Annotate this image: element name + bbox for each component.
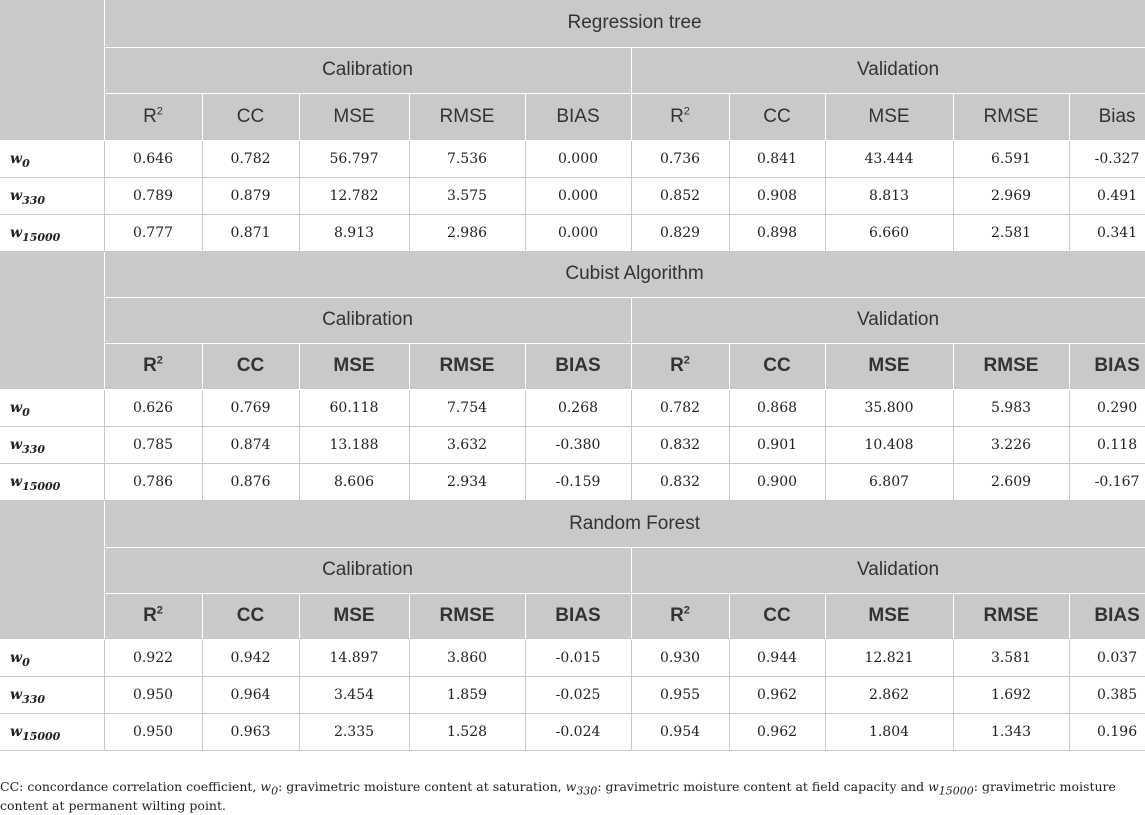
section-title-row — [0, 0, 1145, 47]
table-cell: 0.268 — [525, 389, 631, 426]
footnote-text-3: : gravimetric moisture content at field capacity and — [597, 779, 929, 794]
table-cell: 8.813 — [825, 177, 953, 214]
column-header-row — [0, 93, 1145, 140]
table-cell: 0.777 — [104, 214, 202, 251]
table-cell: 0.950 — [104, 676, 202, 713]
table-cell: 6.591 — [953, 140, 1069, 177]
table-row — [0, 426, 1145, 463]
column-header: BIAS — [525, 593, 631, 639]
table-cell: 0.955 — [631, 676, 729, 713]
table-cell: -0.159 — [525, 463, 631, 500]
table-cell: 2.969 — [953, 177, 1069, 214]
table-cell: 12.782 — [299, 177, 409, 214]
table-cell: 0.954 — [631, 713, 729, 750]
table-cell: 3.226 — [953, 426, 1069, 463]
table-cell: 0.000 — [525, 214, 631, 251]
row-label: $w_{330}$ — [0, 676, 104, 713]
table-cell: 7.754 — [409, 389, 525, 426]
table-cell: 0.874 — [202, 426, 299, 463]
table-cell: 1.859 — [409, 676, 525, 713]
column-header: BIAS — [525, 343, 631, 389]
section-title: Cubist Algorithm — [104, 251, 1145, 297]
table-cell: 0.841 — [729, 140, 825, 177]
column-header: CC — [729, 593, 825, 639]
table-cell: 0.832 — [631, 426, 729, 463]
table-cell: 0.118 — [1069, 426, 1145, 463]
table-cell: 0.950 — [104, 713, 202, 750]
column-header: $R^2$ — [631, 343, 729, 389]
section-title-row — [0, 251, 1145, 297]
footnote-text-2: : gravimetric moisture content at saturation, — [278, 779, 566, 794]
column-header: $R^2$ — [104, 93, 202, 140]
table-cell: 0.962 — [729, 713, 825, 750]
table-cell: 2.986 — [409, 214, 525, 251]
table-cell: 0.868 — [729, 389, 825, 426]
table-cell: 1.528 — [409, 713, 525, 750]
table-cell: 6.807 — [825, 463, 953, 500]
table-cell: 3.454 — [299, 676, 409, 713]
table-cell: 0.964 — [202, 676, 299, 713]
table-cell: 8.606 — [299, 463, 409, 500]
footnote-var-w330: $w_{330}$ — [565, 779, 598, 798]
column-header: CC — [202, 593, 299, 639]
group-header-row — [0, 297, 1145, 343]
row-label: $w_0$ — [0, 140, 104, 177]
table-cell: 0.963 — [202, 713, 299, 750]
table-cell: 0.922 — [104, 639, 202, 676]
table-row — [0, 177, 1145, 214]
table-cell: 0.769 — [202, 389, 299, 426]
table-cell: -0.015 — [525, 639, 631, 676]
column-header: MSE — [825, 343, 953, 389]
table-cell: 12.821 — [825, 639, 953, 676]
table-cell: 0.829 — [631, 214, 729, 251]
row-label: $w_0$ — [0, 389, 104, 426]
table-cell: 0.852 — [631, 177, 729, 214]
column-header: RMSE — [409, 593, 525, 639]
row-label: $w_{15000}$ — [0, 463, 104, 500]
table-cell: 8.913 — [299, 214, 409, 251]
table-cell: -0.024 — [525, 713, 631, 750]
table-cell: 2.934 — [409, 463, 525, 500]
column-header: CC — [202, 343, 299, 389]
table-cell: 0.898 — [729, 214, 825, 251]
table-cell: 1.804 — [825, 713, 953, 750]
table-cell: 3.860 — [409, 639, 525, 676]
footnote-text-1: CC: concordance correlation coefficient, — [0, 779, 261, 794]
section-title-row — [0, 500, 1145, 547]
table-cell: 0.832 — [631, 463, 729, 500]
table-cell: 0.785 — [104, 426, 202, 463]
table-cell: 2.335 — [299, 713, 409, 750]
table-cell: 0.646 — [104, 140, 202, 177]
column-header: $R^2$ — [104, 593, 202, 639]
group-validation: Validation — [631, 547, 1145, 593]
column-header: Bias — [1069, 93, 1145, 140]
footnote-var-w15000: $w_{15000}$ — [928, 779, 974, 798]
table-row — [0, 676, 1145, 713]
column-header: RMSE — [409, 93, 525, 140]
table-cell: 0.626 — [104, 389, 202, 426]
table-cell: 3.581 — [953, 639, 1069, 676]
table-cell: 0.930 — [631, 639, 729, 676]
table-cell: 0.000 — [525, 177, 631, 214]
column-header: BIAS — [525, 93, 631, 140]
column-header: $R^2$ — [631, 93, 729, 140]
table-cell: 3.575 — [409, 177, 525, 214]
column-header: MSE — [299, 343, 409, 389]
table-cell: 0.786 — [104, 463, 202, 500]
row-label: $w_{15000}$ — [0, 713, 104, 750]
table-cell: 6.660 — [825, 214, 953, 251]
table-row — [0, 214, 1145, 251]
column-header-row — [0, 593, 1145, 639]
group-validation: Validation — [631, 47, 1145, 93]
table-cell: 0.782 — [202, 140, 299, 177]
column-header: RMSE — [409, 343, 525, 389]
column-header: RMSE — [953, 593, 1069, 639]
table-cell: 0.900 — [729, 463, 825, 500]
table-cell: 43.444 — [825, 140, 953, 177]
table-cell: -0.025 — [525, 676, 631, 713]
column-header: MSE — [299, 593, 409, 639]
table-row — [0, 389, 1145, 426]
group-validation: Validation — [631, 297, 1145, 343]
table-row — [0, 140, 1145, 177]
table-cell: -0.327 — [1069, 140, 1145, 177]
column-header: CC — [202, 93, 299, 140]
column-header: CC — [729, 343, 825, 389]
column-header: CC — [729, 93, 825, 140]
table-cell: 10.408 — [825, 426, 953, 463]
footnote-var-w0: $w_0$ — [260, 779, 279, 798]
table-cell: 2.862 — [825, 676, 953, 713]
table-cell: 7.536 — [409, 140, 525, 177]
column-header: RMSE — [953, 343, 1069, 389]
column-header: $R^2$ — [631, 593, 729, 639]
group-calibration: Calibration — [104, 547, 631, 593]
table-cell: 35.800 — [825, 389, 953, 426]
column-header-row — [0, 343, 1145, 389]
header-corner — [0, 500, 104, 639]
table-cell: 0.341 — [1069, 214, 1145, 251]
group-header-row — [0, 547, 1145, 593]
table-cell: 0.385 — [1069, 676, 1145, 713]
table-cell: 0.871 — [202, 214, 299, 251]
table-cell: 0.000 — [525, 140, 631, 177]
table-row — [0, 463, 1145, 500]
column-header: BIAS — [1069, 593, 1145, 639]
table-footnote — [0, 777, 1140, 815]
table-cell: 56.797 — [299, 140, 409, 177]
header-corner — [0, 0, 104, 140]
table-cell: 0.901 — [729, 426, 825, 463]
table-cell: 5.983 — [953, 389, 1069, 426]
table-cell: -0.167 — [1069, 463, 1145, 500]
table-cell: 2.581 — [953, 214, 1069, 251]
table-cell: 0.789 — [104, 177, 202, 214]
table-cell: 0.908 — [729, 177, 825, 214]
table-cell: 0.782 — [631, 389, 729, 426]
table-cell: 1.692 — [953, 676, 1069, 713]
table-cell: 0.196 — [1069, 713, 1145, 750]
group-calibration: Calibration — [104, 47, 631, 93]
group-calibration: Calibration — [104, 297, 631, 343]
column-header: MSE — [825, 93, 953, 140]
table-cell: 0.942 — [202, 639, 299, 676]
row-label: $w_{330}$ — [0, 426, 104, 463]
table-cell: 1.343 — [953, 713, 1069, 750]
column-header: MSE — [299, 93, 409, 140]
group-header-row — [0, 47, 1145, 93]
table-cell: 13.188 — [299, 426, 409, 463]
table-cell: 0.944 — [729, 639, 825, 676]
column-header: RMSE — [953, 93, 1069, 140]
table-cell: 0.037 — [1069, 639, 1145, 676]
table-cell: 0.876 — [202, 463, 299, 500]
table-row — [0, 639, 1145, 676]
header-corner — [0, 251, 104, 389]
table-cell: 0.879 — [202, 177, 299, 214]
table-cell: 0.736 — [631, 140, 729, 177]
row-label: $w_{15000}$ — [0, 214, 104, 251]
footnote-text-4: : gravimetric moisture content at permanent wilting point. — [0, 779, 1116, 813]
table-row — [0, 713, 1145, 750]
table-cell: 14.897 — [299, 639, 409, 676]
column-header: MSE — [825, 593, 953, 639]
table-cell: -0.380 — [525, 426, 631, 463]
section-title: Random Forest — [104, 500, 1145, 547]
table-cell: 2.609 — [953, 463, 1069, 500]
table-cell: 60.118 — [299, 389, 409, 426]
table-cell: 3.632 — [409, 426, 525, 463]
row-label: $w_0$ — [0, 639, 104, 676]
table-cell: 0.962 — [729, 676, 825, 713]
column-header: $R^2$ — [104, 343, 202, 389]
section-title: Regression tree — [104, 0, 1145, 47]
table-cell: 0.491 — [1069, 177, 1145, 214]
column-header: BIAS — [1069, 343, 1145, 389]
row-label: $w_{330}$ — [0, 177, 104, 214]
table-cell: 0.290 — [1069, 389, 1145, 426]
